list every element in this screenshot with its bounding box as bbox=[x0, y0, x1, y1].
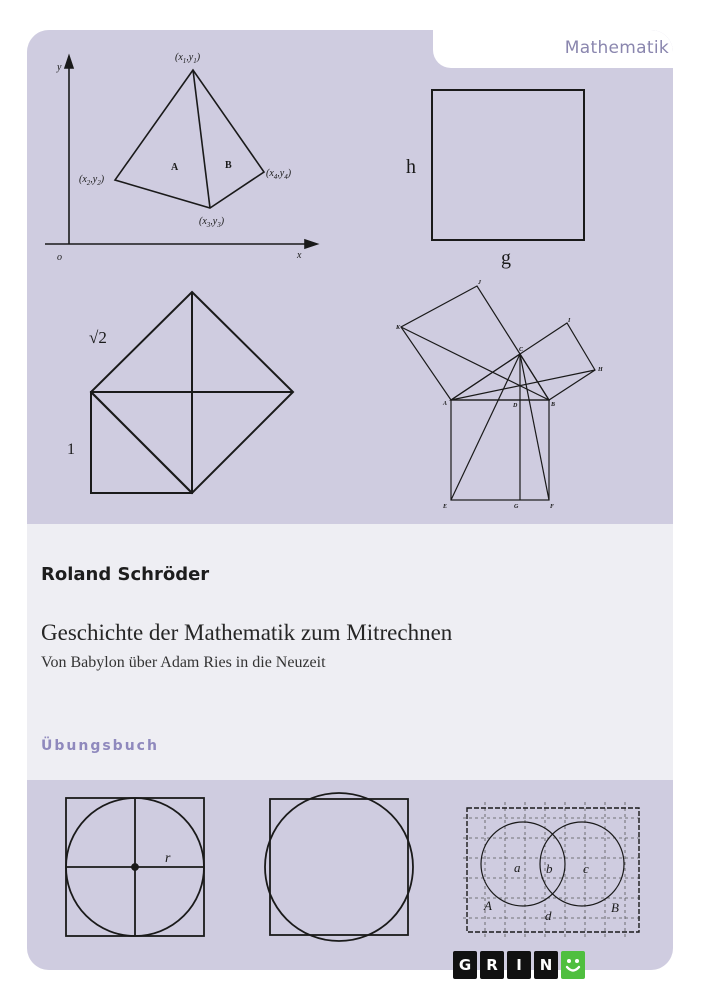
point-d-label: D bbox=[513, 403, 518, 409]
second-circle bbox=[265, 793, 413, 941]
publisher-letter: I bbox=[507, 951, 531, 979]
point-j-label: J bbox=[478, 280, 481, 286]
second-square bbox=[270, 799, 408, 935]
venn-c-label: c bbox=[583, 861, 589, 876]
point-1-label: $(x_1,y_1)$ bbox=[175, 52, 201, 65]
venn-d-label: d bbox=[545, 908, 552, 923]
point-f-label: F bbox=[550, 504, 555, 510]
point-b-label: B bbox=[551, 402, 556, 408]
side-one-label: 1 bbox=[67, 441, 75, 458]
top-illustration-panel bbox=[27, 30, 673, 524]
venn-grid bbox=[463, 802, 643, 938]
title-block bbox=[27, 524, 673, 780]
y-axis-arrow bbox=[65, 56, 73, 68]
publisher-letter: G bbox=[453, 951, 477, 979]
hypotenuse-square bbox=[451, 400, 549, 500]
x-axis-arrow bbox=[305, 240, 317, 248]
point-3-label: $(x_3,y_3)$ bbox=[199, 216, 225, 229]
book-cover bbox=[27, 30, 673, 970]
square-doubling-figure bbox=[91, 292, 293, 493]
right-leg-square bbox=[520, 323, 595, 400]
publisher-logo bbox=[453, 951, 585, 979]
coordinate-figure bbox=[45, 56, 317, 248]
venn-figure bbox=[463, 802, 643, 938]
series-label: Übungsbuch bbox=[41, 738, 159, 754]
point-k-label: K bbox=[396, 325, 401, 331]
smile-icon bbox=[561, 951, 585, 979]
sqrt2-label: √2 bbox=[89, 328, 107, 347]
venn-a-label: a bbox=[514, 860, 521, 875]
point-e-label: E bbox=[443, 504, 448, 510]
point-4-label: $(x_4,y_4)$ bbox=[266, 168, 292, 181]
inscribed-circle-figure bbox=[66, 798, 204, 936]
unit-square-diagonal bbox=[91, 392, 192, 493]
top-figures bbox=[27, 30, 673, 524]
rectangle-figure bbox=[432, 90, 584, 240]
category-tab bbox=[433, 30, 673, 68]
point-a-label: A bbox=[443, 401, 448, 407]
circle-square-figure bbox=[265, 793, 413, 941]
publisher-letter: N bbox=[534, 951, 558, 979]
book-title: Geschichte der Mathematik zum Mitrechnen bbox=[41, 620, 453, 645]
point-2-label: $(x_2,y_2)$ bbox=[79, 174, 105, 187]
rectangle-height-label: h bbox=[406, 156, 416, 178]
bottom-illustration-panel bbox=[27, 780, 673, 970]
bottom-figures bbox=[27, 780, 673, 970]
line-ce bbox=[451, 354, 520, 500]
y-axis-label: y bbox=[57, 62, 62, 73]
venn-set-b-label: B bbox=[611, 900, 619, 915]
point-c-label: C bbox=[519, 347, 524, 353]
category-label: Mathematik bbox=[564, 38, 669, 58]
rectangle-base-label: g bbox=[501, 247, 511, 269]
venn-set-a-label: A bbox=[484, 898, 492, 913]
author-name: Roland Schröder bbox=[41, 564, 210, 585]
radius-label: r bbox=[165, 851, 171, 866]
publisher-letter: R bbox=[480, 951, 504, 979]
left-leg-square bbox=[401, 286, 520, 400]
origin-label: o bbox=[57, 252, 62, 263]
venn-circle-b bbox=[540, 822, 624, 906]
center-point bbox=[132, 864, 138, 870]
venn-b-label: b bbox=[546, 861, 553, 876]
point-h-label: H bbox=[598, 367, 603, 373]
book-subtitle: Von Babylon über Adam Ries in die Neuzeit bbox=[41, 654, 326, 671]
point-i-label: I bbox=[568, 318, 571, 324]
region-a-label: A bbox=[171, 162, 179, 173]
x-axis-label: x bbox=[297, 250, 302, 261]
region-b-label: B bbox=[225, 160, 232, 171]
quadrilateral bbox=[115, 70, 264, 208]
point-g-label: G bbox=[514, 504, 519, 510]
pythagoras-proof-figure bbox=[401, 286, 595, 500]
